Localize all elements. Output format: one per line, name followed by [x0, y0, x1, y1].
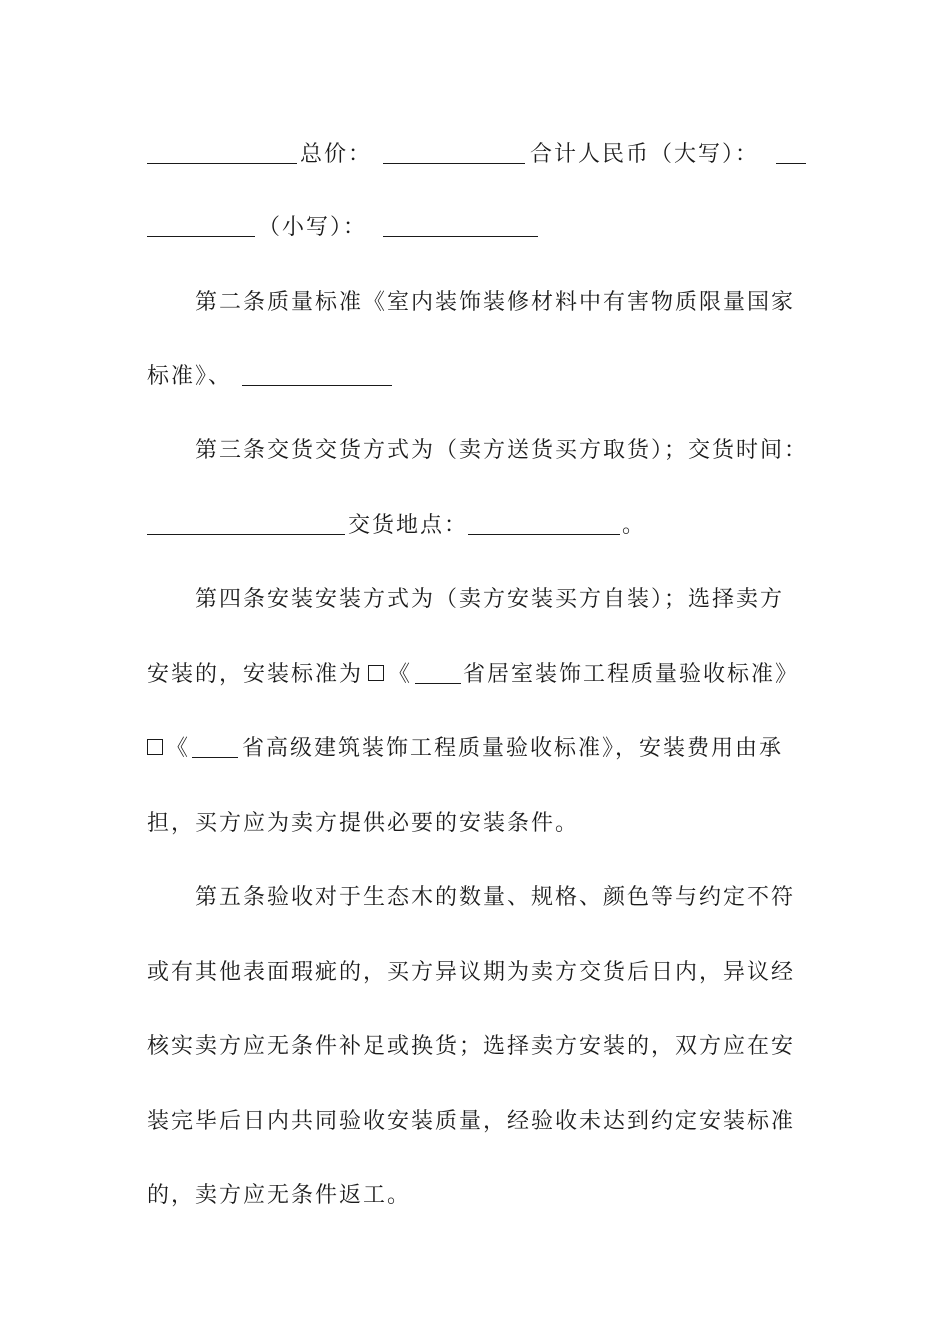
book-title-open-2: 《 [166, 736, 191, 761]
rmb-lower-label: （小写）： [258, 215, 368, 240]
price-line [0, 135, 950, 175]
province-blank-2[interactable] [192, 757, 238, 758]
article-5-line-5 [0, 1176, 950, 1216]
article-5-text-5: 的，卖方应无条件返工。 [147, 1183, 412, 1208]
article-4-line-1 [0, 580, 950, 620]
provincial-residential-standard-checkbox[interactable] [368, 665, 384, 681]
article-3-text: 第三条交货交货方式为（卖方送货买方取货）；交货时间： [195, 438, 809, 463]
residential-standard-title: 省居室装饰工程质量验收标准》 [463, 662, 800, 687]
advanced-standard-title: 省高级建筑装饰工程质量验收标准》，安装费用由承 [242, 736, 784, 761]
rmb-lower-line [0, 208, 950, 248]
sentence-end: 。 [622, 513, 647, 538]
delivery-place-blank[interactable] [468, 534, 620, 535]
article-3-line-2 [0, 506, 950, 546]
article-4-line-4 [0, 804, 950, 844]
rmb-upper-blank-end[interactable] [147, 236, 255, 237]
article-2-text-cont: 标准》、 [147, 364, 233, 389]
article-2-text: 第二条质量标准《室内装饰装修材料中有害物质限量国家 [195, 290, 796, 315]
delivery-time-blank[interactable] [147, 534, 345, 535]
article-3-line-1 [0, 431, 950, 471]
article-2-line-1 [0, 283, 950, 323]
article-4-line-3 [0, 729, 950, 769]
article-5-text-4: 装完毕后日内共同验收安装质量，经验收未达到约定安装标准 [147, 1109, 796, 1134]
province-blank-1[interactable] [415, 683, 461, 684]
rmb-upper-blank-start[interactable] [776, 163, 806, 164]
rmb-lower-blank[interactable] [383, 236, 538, 237]
article-4-text-end: 担，买方应为卖方提供必要的安装条件。 [147, 811, 580, 836]
quality-standard-blank[interactable] [242, 385, 392, 386]
unit-price-blank[interactable] [147, 163, 297, 164]
article-5-text: 第五条验收对于生态木的数量、规格、颜色等与约定不符 [195, 885, 796, 910]
article-4-line-2 [0, 655, 950, 695]
article-5-line-2 [0, 953, 950, 993]
article-2-line-2 [0, 357, 950, 397]
book-title-open: 《 [388, 662, 413, 687]
total-price-blank[interactable] [383, 163, 525, 164]
article-5-line-3 [0, 1027, 950, 1067]
article-5-text-2: 或有其他表面瑕疵的，买方异议期为卖方交货后日内，异议经 [147, 960, 796, 985]
article-4-text: 第四条安装安装方式为（卖方安装买方自装）；选择卖方 [195, 587, 785, 612]
article-5-line-1 [0, 878, 950, 918]
article-4-text-cont: 安装的，安装标准为 [147, 662, 364, 687]
rmb-upper-label: 合计人民币（大写）： [530, 142, 760, 167]
provincial-advanced-standard-checkbox[interactable] [147, 739, 163, 755]
article-5-line-4 [0, 1102, 950, 1142]
article-5-text-3: 核实卖方应无条件补足或换货；选择卖方安装的，双方应在安 [147, 1034, 796, 1059]
delivery-place-label: 交货地点： [348, 513, 469, 538]
total-price-label: 总价： [300, 142, 373, 167]
